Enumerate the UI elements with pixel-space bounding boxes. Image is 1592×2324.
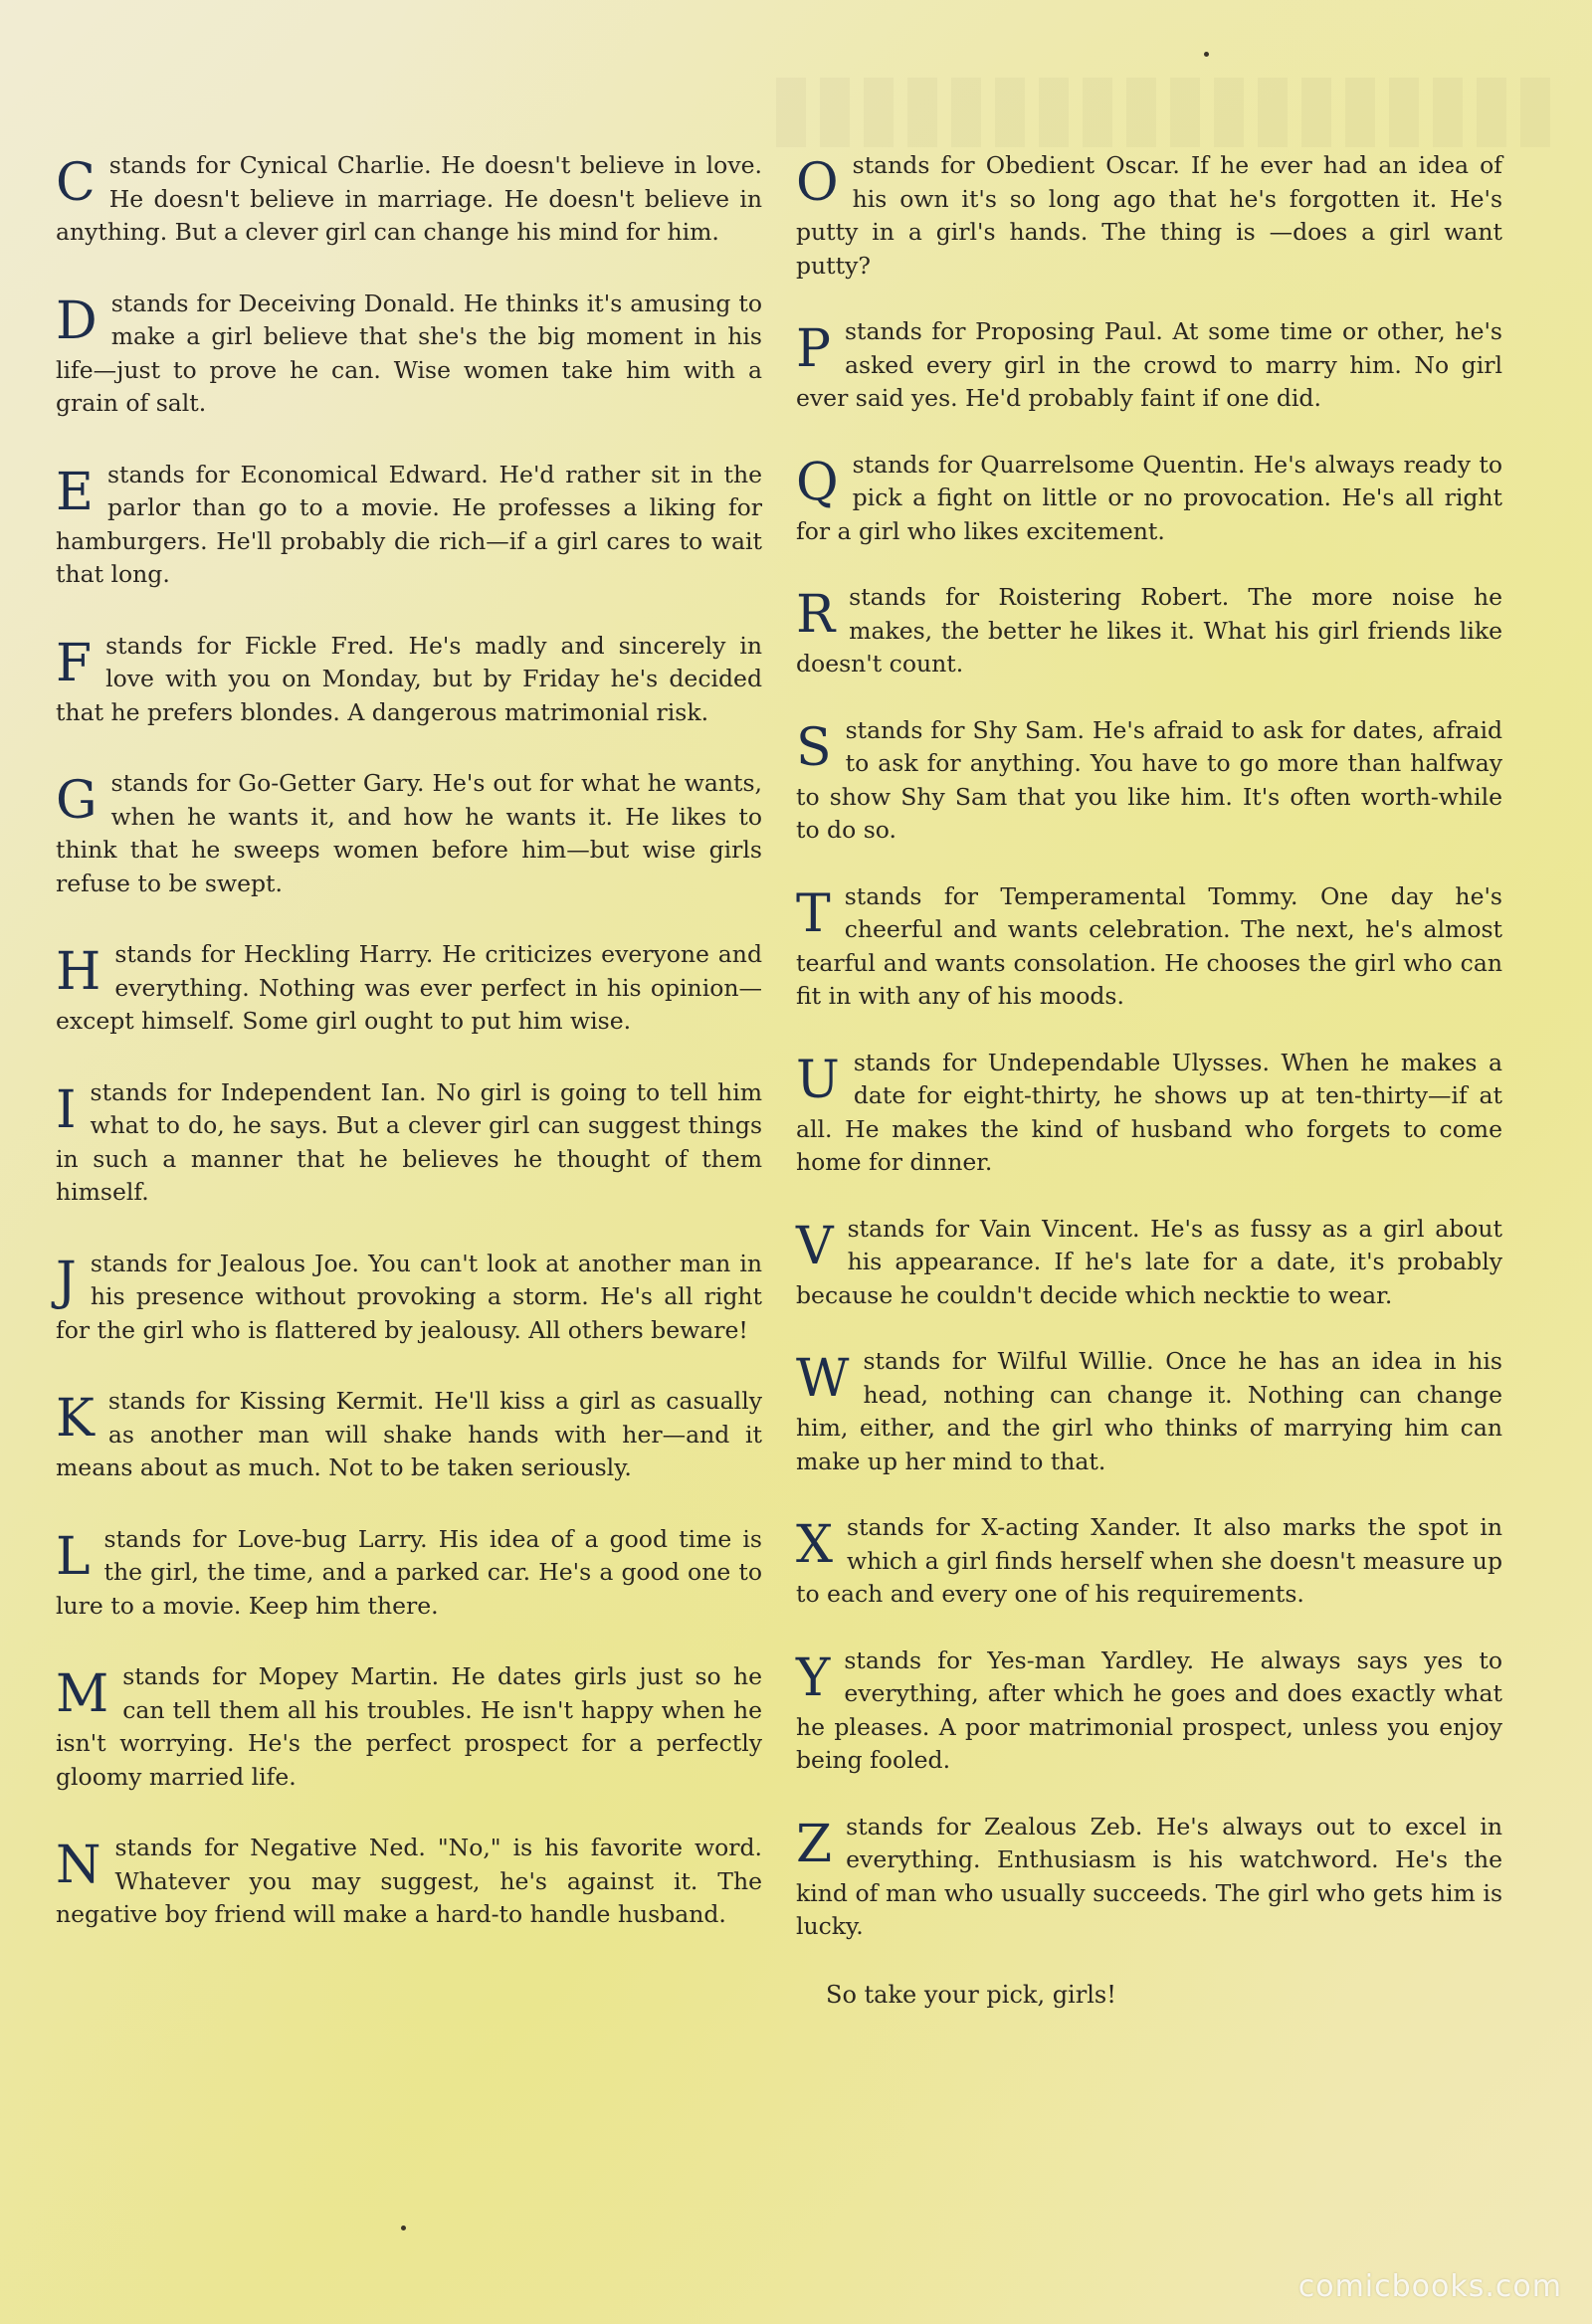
drop-cap: T <box>796 883 831 944</box>
entry-text: stands for Obedient Oscar. If he ever had an idea of his own it's so long ago that he's forgotten it. He's putty in a girl's hands. The thing is —does a girl want putty? <box>796 151 1502 280</box>
entry-v <box>796 1213 1502 1313</box>
drop-cap: C <box>56 153 96 213</box>
entry-text: stands for Wilful Willie. Once he has an idea in his head, nothing can change it. Nothing can change him, either, and the girl who thinks of marrying him can make up her mind to that. <box>796 1347 1502 1475</box>
entry-text: stands for Negative Ned. "No," is his favorite word. Whatever you may suggest, he's against it. The negative boy friend will make a hard-to handle husband. <box>56 1834 762 1928</box>
entry-r <box>796 581 1502 681</box>
entry-u <box>796 1047 1502 1180</box>
drop-cap: V <box>796 1216 834 1276</box>
drop-cap: E <box>56 462 94 522</box>
drop-cap: X <box>796 1515 834 1575</box>
drop-cap: D <box>56 290 98 351</box>
drop-cap: H <box>56 942 101 1002</box>
entry-o <box>796 149 1502 283</box>
drop-cap: J <box>56 1251 77 1311</box>
entry-text: stands for Heckling Harry. He criticizes everyone and everything. Nothing was ever perfect in his opinion—except himself. Some girl ought to put him wise. <box>56 940 762 1035</box>
entry-text: stands for Zealous Zeb. He's always out to excel in everything. Enthusiasm is his watchword. He's the kind of man who usually succeeds. The girl who gets him is lucky. <box>796 1812 1502 1940</box>
entry-text: stands for Roistering Robert. The more noise he makes, the better he likes it. What his girl friends like doesn't count. <box>796 583 1502 678</box>
entry-x <box>796 1511 1502 1612</box>
drop-cap: N <box>56 1836 101 1895</box>
entry-z <box>796 1811 1502 1944</box>
entry-text: stands for Kissing Kermit. He'll kiss a girl as casually as another man will shake hands with her—and it means about as much. Not to be taken seriously. <box>56 1387 762 1481</box>
entry-text: stands for Fickle Fred. He's madly and sincerely in love with you on Monday, but by Friday he's decided that he prefers blondes. A dangerous matrimonial risk. <box>56 631 762 726</box>
entry-e <box>56 459 762 592</box>
entry-text: stands for Economical Edward. He'd rather sit in the parlor than go to a movie. He professes a liking for hamburgers. He'll probably die rich—if a girl cares to wait that long. <box>56 460 762 588</box>
watermark: comicbooks.com <box>1297 2269 1562 2304</box>
drop-cap: S <box>796 717 832 778</box>
drop-cap: O <box>796 153 839 213</box>
left-column <box>56 149 762 1932</box>
entry-i <box>56 1076 762 1210</box>
entry-d <box>56 288 762 421</box>
bleed-through-header <box>776 78 1552 147</box>
entry-text: stands for Shy Sam. He's afraid to ask for dates, afraid to ask for anything. You have to go more than halfway to show Shy Sam that you like him. It's often worth-while to do so. <box>796 715 1502 844</box>
entry-text: stands for Mopey Martin. He dates girls just so he can tell them all his troubles. He isn't happy when he isn't worrying. He's the perfect prospect for a perfectly gloomy married life. <box>56 1662 762 1791</box>
entry-l <box>56 1523 762 1624</box>
entry-text: stands for Undependable Ulysses. When he makes a date for eight-thirty, he shows up at ten-thirty—if at all. He makes the kind of husband who forgets to come home for dinner. <box>796 1048 1502 1176</box>
drop-cap: F <box>56 633 93 693</box>
drop-cap: W <box>796 1349 850 1409</box>
entry-text: stands for Deceiving Donald. He thinks it's amusing to make a girl believe that she's the big moment in his life—just to prove he can. Wise women take him with a grain of salt. <box>56 289 762 417</box>
drop-cap: M <box>56 1664 109 1724</box>
entry-text: stands for Love-bug Larry. His idea of a good time is the girl, the time, and a parked car. He's a good one to lure to a movie. Keep him there. <box>56 1524 762 1620</box>
entry-p <box>796 315 1502 416</box>
entry-text: stands for Jealous Joe. You can't look at another man in his presence without provoking a storm. He's all right for the girl who is flattered by jealousy. All others beware! <box>56 1249 762 1344</box>
drop-cap: R <box>796 585 836 645</box>
drop-cap: L <box>56 1526 91 1587</box>
drop-cap: I <box>56 1079 77 1140</box>
drop-cap: Q <box>796 452 839 512</box>
entry-text: stands for Yes-man Yardley. He always says yes to everything, after which he goes and does exactly what he pleases. A poor matrimonial prospect, unless you enjoy being fooled. <box>796 1646 1502 1774</box>
entry-m <box>56 1660 762 1794</box>
drop-cap: K <box>56 1389 95 1449</box>
right-column <box>796 149 1502 2012</box>
entry-text: stands for Quarrelsome Quentin. He's always ready to pick a fight on little or no provocation. He's all right for a girl who likes excitement. <box>796 450 1502 545</box>
drop-cap: G <box>56 771 98 831</box>
entry-text: stands for Vain Vincent. He's as fussy as a girl about his appearance. If he's late for a date, it's probably because he couldn't decide which necktie to wear. <box>796 1214 1502 1309</box>
entry-w <box>796 1345 1502 1478</box>
entry-text: stands for Proposing Paul. At some time or other, he's asked every girl in the crowd to marry him. No girl ever said yes. He'd probably faint if one did. <box>796 317 1502 412</box>
entry-s <box>796 714 1502 848</box>
drop-cap: Z <box>796 1814 833 1874</box>
entry-g <box>56 767 762 900</box>
print-speck <box>401 2226 406 2230</box>
entry-n <box>56 1832 762 1932</box>
drop-cap: Y <box>796 1647 831 1708</box>
drop-cap: U <box>796 1050 840 1110</box>
entry-j <box>56 1248 762 1348</box>
entry-y <box>796 1645 1502 1778</box>
drop-cap: P <box>796 319 831 379</box>
entry-q <box>796 449 1502 549</box>
entry-c <box>56 149 762 250</box>
entry-f <box>56 630 762 730</box>
entry-k <box>56 1385 762 1485</box>
entry-text: stands for Temperamental Tommy. One day he's cheerful and wants celebration. The next, he's almost tearful and wants consolation. He chooses the girl who can fit in with any of his moods. <box>796 881 1502 1010</box>
entry-text: stands for Independent Ian. No girl is going to tell him what to do, he says. But a clever girl can suggest things in such a manner that he believes he thought of them himself. <box>56 1077 762 1206</box>
print-speck <box>1204 52 1209 57</box>
entry-text: stands for X-acting Xander. It also marks the spot in which a girl finds herself when she doesn't measure up to each and every one of his requirements. <box>796 1513 1502 1608</box>
entry-text: stands for Go-Getter Gary. He's out for what he wants, when he wants it, and how he wants it. He likes to think that he sweeps women before him—but wise girls refuse to be swept. <box>56 769 762 897</box>
closing-line: So take your pick, girls! <box>826 1980 1116 2009</box>
entry-text: stands for Cynical Charlie. He doesn't believe in love. He doesn't believe in marriage. He doesn't believe in anything. But a clever girl can change his mind for him. <box>56 151 762 246</box>
entry-t <box>796 880 1502 1014</box>
entry-h <box>56 938 762 1039</box>
